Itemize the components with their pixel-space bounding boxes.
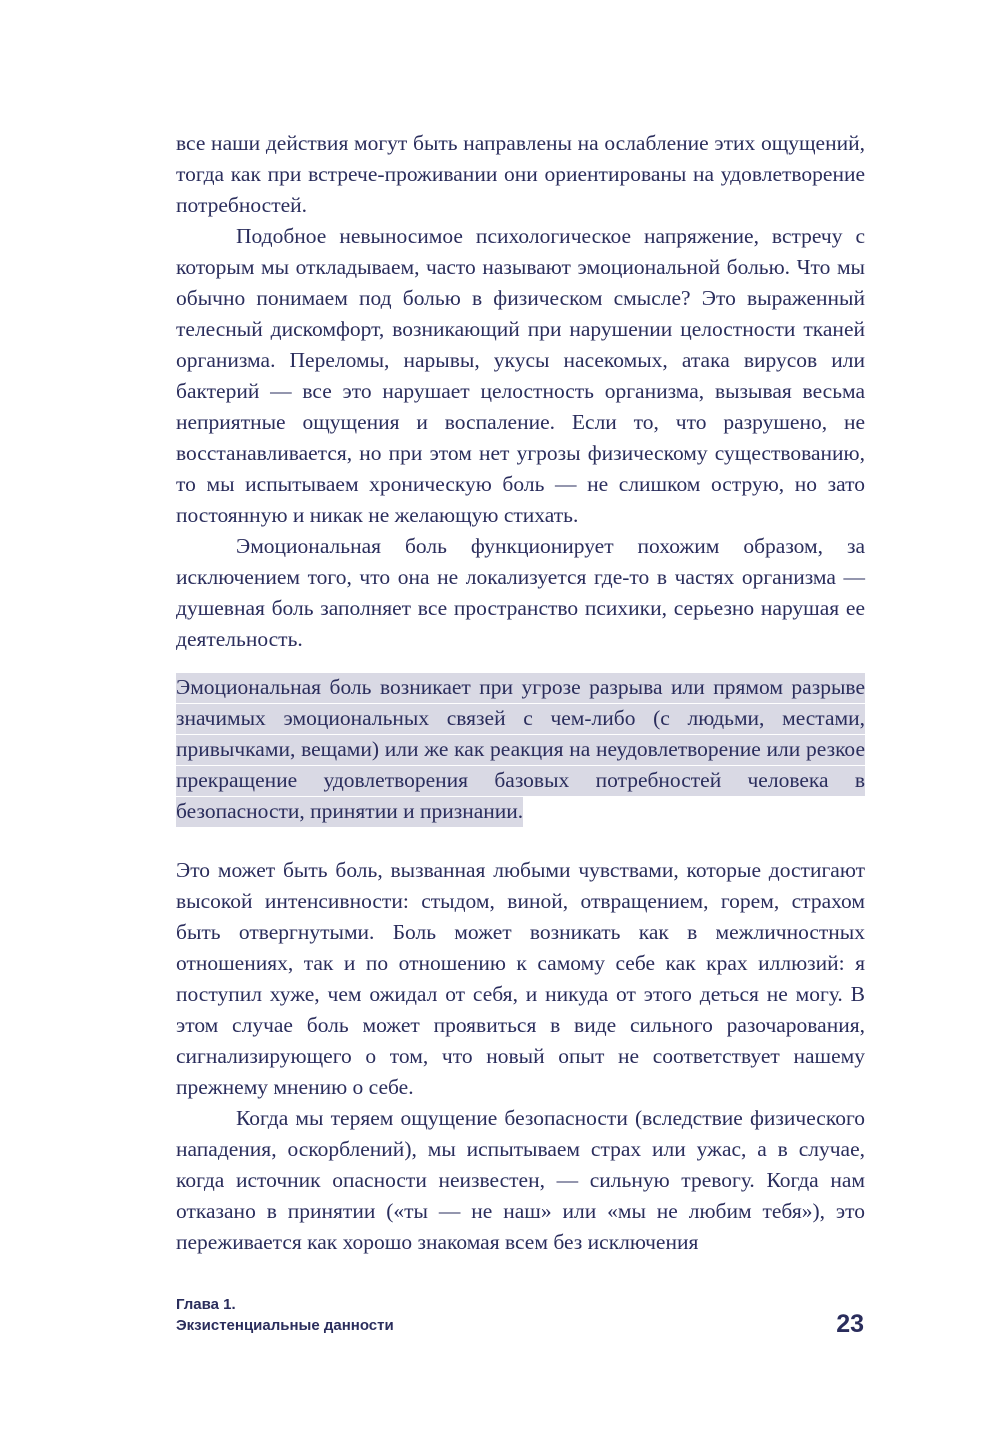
paragraph: все наши действия могут быть направлены на ослабление этих ощущений, тогда как при встрече-проживании они ориентированы на удовлетворение потребностей. [176, 131, 865, 217]
paragraph: Это может быть боль, вызванная любыми чувствами, которые достигают высокой интенсивности: стыдом, виной, отвращением, горем, страхом быть отвергнутыми. Боль может возникать как в межличностных отношениях, так и по отношению к самому себе как крах иллюзий: я поступил хуже, чем ожидал от себя, и никуда от этого деться не могу. В этом случае боль может проявиться в виде сильного разочарования, сигнализирующего о том, что новый опыт не соответствует нашему прежнему мнению о себе. [176, 858, 865, 1099]
paragraph: Когда мы теряем ощущение безопасности (вследствие физического нападения, оскорблений), мы испытываем страх или ужас, а в случае, когда источник опасности неизвестен, — сильную тревогу. Когда нам отказано в принятии («ты — не наш» или «мы не любим тебя»), это переживается как хорошо знакомая всем без исключения [176, 1106, 865, 1254]
body-text-top [176, 128, 865, 655]
chapter-label: Глава 1. [176, 1296, 236, 1313]
highlighted-callout [176, 672, 865, 827]
paragraph: Эмоциональная боль функционирует похожим образом, за исключением того, что она не локализуется где-то в частях организма — душевная боль заполняет все пространство психики, серьезно нарушая ее деятельность. [176, 534, 865, 651]
running-footer [176, 1294, 394, 1336]
body-text-bottom [176, 855, 865, 1258]
page-number: 23 [836, 1310, 864, 1338]
paragraph: Подобное невыносимое психологическое напряжение, встречу с которым мы откладываем, часто называют эмоциональной болью. Что мы обычно понимаем под болью в физическом смысле? Это выраженный телесный дискомфорт, возникающий при нарушении целостности тканей организма. Переломы, нарывы, укусы насекомых, атака вирусов или бактерий — все это нарушает целостность организма, вызывая весьма неприятные ощущения и воспаление. Если то, что разрушено, не восстанавливается, но при этом нет угрозы физическому существованию, то мы испытываем хроническую боль — не слишком острую, но зато постоянную и никак не желающую стихать. [176, 224, 865, 527]
callout-text: Эмоциональная боль возникает при угрозе разрыва или прямом разрыве значимых эмоциональных связей с чем-либо (с людьми, местами, привычками, вещами) или же как реакция на неудовлетворение или резкое прекращение удовлетворения базовых потребностей человека в безопасности, принятии и признании. [176, 673, 865, 827]
chapter-title: Экзистенциальные данности [176, 1317, 394, 1334]
